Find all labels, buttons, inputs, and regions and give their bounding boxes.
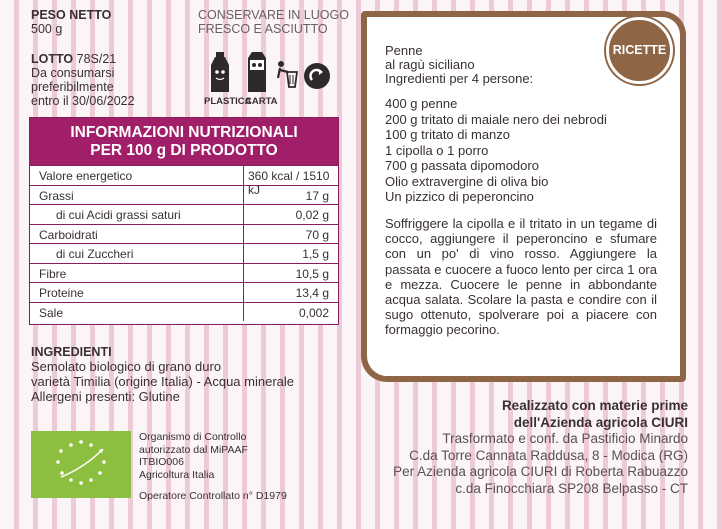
storage-line-1: CONSERVARE IN LUOGO <box>198 8 349 22</box>
producer-line-1: Realizzato con materie prime <box>501 398 688 413</box>
nutrient-value: 70 g <box>305 227 329 242</box>
nutrition-title-2: PER 100 g DI PRODOTTO <box>90 142 278 159</box>
nutrient-label: Grassi <box>39 188 74 203</box>
table-row <box>30 302 338 322</box>
paper-carton-icon <box>246 52 268 94</box>
recycle-icon <box>303 62 331 90</box>
nutrition-table <box>29 117 339 325</box>
list-item: Olio extravergine di oliva bio <box>385 173 549 189</box>
recipe-title <box>385 44 533 86</box>
organic-certifier <box>139 431 248 481</box>
net-weight <box>31 8 111 36</box>
recipe-badge: RICETTE <box>606 17 673 84</box>
nutrient-label: Fibre <box>39 266 67 281</box>
nutrient-label: Carboidrati <box>39 227 98 242</box>
recipe-ingredients <box>385 96 607 205</box>
allergens-line: Allergeni presenti: Glutine <box>31 389 180 404</box>
lot-label: LOTTO <box>31 52 74 66</box>
producer-line-2: dell'Azienda agricola CIURI <box>513 414 688 430</box>
eu-organic-leaf-icon <box>31 431 131 498</box>
recipe-title-1: Penne <box>385 43 423 58</box>
nutrient-label: di cui Acidi grassi saturi <box>56 208 181 222</box>
nutrient-value: 10,5 g <box>295 266 329 281</box>
list-item: 100 g tritato di manzo <box>385 127 511 142</box>
recipe-servings: Ingredienti per 4 persone: <box>385 71 534 86</box>
producer-line-6: c.da Finocchiara SP208 Belpasso - CT <box>455 480 688 496</box>
storage-instructions <box>198 8 349 36</box>
expiry-line-2: preferibilmente <box>31 80 114 94</box>
producer-line-4: C.da Torre Cannata Raddusa, 8 - Modica (RG) <box>409 447 688 463</box>
organic-code: ITBIO006 <box>139 456 184 468</box>
table-row <box>30 263 338 283</box>
nutrient-value: 0,002 <box>298 305 329 320</box>
net-weight-value: 500 g <box>31 22 63 36</box>
lot-info <box>31 52 135 108</box>
tidyman-bin-icon <box>276 60 298 88</box>
producer-line-3: Trasformato e conf. da Pastificio Minardo <box>442 431 688 446</box>
nutrient-value: 13,4 g <box>295 286 329 300</box>
list-item: 700 g passata dipomodoro <box>385 158 539 173</box>
table-row <box>30 185 338 205</box>
ingredients-line-1: Semolato biologico di grano duro <box>31 359 222 374</box>
organic-line-2: autorizzato dal MiPAAF <box>139 443 248 456</box>
nutrient-label: Proteine <box>39 286 84 300</box>
nutrition-header <box>30 118 338 165</box>
organic-origin: Agricoltura Italia <box>139 468 215 481</box>
energy-label: Valore energetico <box>39 169 133 183</box>
expiry-line-3: entro il 30/06/2022 <box>31 94 135 108</box>
list-item: 1 cipolla o 1 porro <box>385 142 489 158</box>
nutrient-value: 17 g <box>305 188 329 203</box>
table-row <box>30 282 338 302</box>
nutrient-value: 1,5 g <box>302 247 329 261</box>
recycling-icons <box>204 52 334 110</box>
plastic-bottle-icon <box>208 52 232 94</box>
recipe-method: Soffriggere la cipolla e il tritato in un tegame di cocco, aggiungere il peperoncino e sfumare con un po' di vino rosso. Aggiungere la passata e cuocere a fuoco lento per circa 1 ora e mezza. Cuocere le penne in abbondante acqua salata. Scolare la pasta e condire con il sugo ottenuto, spolverare poi a piacere con formaggio pecorino. <box>385 216 657 338</box>
operator-code: Operatore Controllato n° D1979 <box>139 490 287 502</box>
recipe-title-2: al ragù siciliano <box>385 57 475 72</box>
producer-line-5: Per Azienda agricola CIURI di Roberta Rabuazzo <box>393 464 688 479</box>
ingredients-line-2: varietà Timilia (origine Italia) - Acqua minerale <box>31 374 294 389</box>
expiry-line-1: Da consumarsi <box>31 66 115 80</box>
ingredients-heading: INGREDIENTI <box>31 345 112 359</box>
net-weight-label: PESO NETTO <box>31 8 112 22</box>
table-row <box>30 243 338 263</box>
list-item: 400 g penne <box>385 96 458 111</box>
nutrient-value: 0,02 g <box>295 208 329 222</box>
ingredients-section <box>31 345 351 404</box>
nutrition-title-1: INFORMAZIONI NUTRIZIONALI <box>70 124 298 141</box>
table-row <box>30 224 338 244</box>
nutrient-label: Sale <box>39 305 64 320</box>
table-row <box>30 204 338 224</box>
organic-line-1: Organismo di Controllo <box>139 431 247 443</box>
paper-label: CARTA <box>245 96 278 107</box>
energy-value: 360 kcal / 1510 kJ <box>248 169 330 197</box>
nutrient-label: di cui Zuccheri <box>56 247 134 261</box>
storage-line-2: FRESCO E ASCIUTTO <box>198 22 328 36</box>
producer-info <box>393 398 688 497</box>
list-item: Un pizzico di peperoncino <box>385 189 534 204</box>
plastic-label: PLASTICA <box>204 96 252 107</box>
list-item: 200 g tritato di maiale nero dei nebrodi <box>385 111 607 127</box>
lot-code: 78S/21 <box>76 52 117 66</box>
